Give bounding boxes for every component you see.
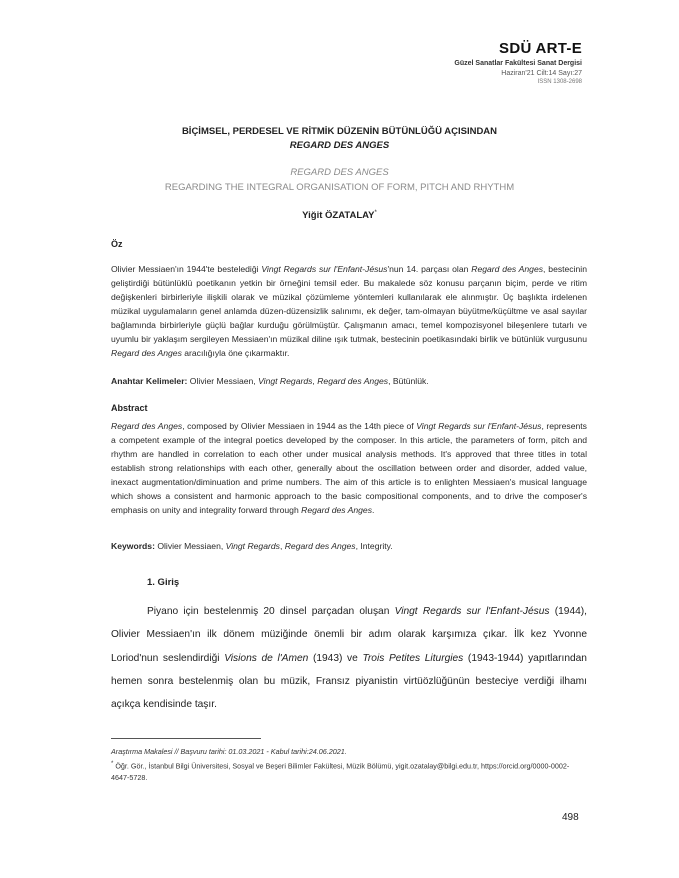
abstract-heading: Abstract: [111, 403, 148, 413]
keywords-tr-italic: Vingt Regards: [258, 376, 313, 386]
keywords-en-text: Olivier Messiaen,: [154, 541, 226, 551]
keywords-en-text: , Integrity.: [355, 541, 393, 551]
footnote-affiliation: [111, 759, 587, 783]
journal-issn: ISSN 1308-2698: [537, 79, 582, 85]
section-text: (1944), Olivier Messiaen'ın ilk dönem müziğinde önemli bir adım olarak karşımıza çıkar. İlk kez Yvonne Loriod'nun seslendirdiği: [111, 606, 588, 664]
abstract-text: , composed by Olivier Messiaen in 1944 as the 14th piece of: [182, 421, 417, 431]
section-title: 1. Giriş: [147, 577, 180, 588]
title-en-line2: REGARDING THE INTEGRAL ORGANISATION OF FORM, PITCH AND RHYTHM: [164, 182, 515, 193]
section-text: (1943) ve: [308, 652, 363, 664]
title-en-line1: REGARD DES ANGES: [290, 167, 389, 178]
section-text: (1943-1944) yapıtlarından hemen sonra bestelenmiş olan bu müzik, Fransız piyanistin virtüözlüğünün besteciye verdiği ilhamı açıkça kendisinde taşır.: [111, 652, 587, 711]
author: [0, 210, 679, 221]
abstract-text: , represents a competent example of the integral poetics developed by the composer. In this article, the parameters of form, pitch and rhythm are handled in correlation to each other under musical analysis methods. It's approved that three titles in total establish strong relationships with each other, generally about the oscillation between order and disorder, added value, inexact augmentation/diminuation and prime numbers. The aim of this article is to enlighten Messiaen's musical language which shows a consistent and harmonic approach to the basic compositional components, and to drive the composer's emphasis on unity and integrality forward through: [111, 421, 587, 515]
keywords-tr-label: Anahtar Kelimeler:: [111, 376, 188, 386]
section-text: Piyano için bestelenmiş 20 dinsel parçadan oluşan: [147, 606, 395, 617]
abstract-text: .: [372, 505, 375, 515]
keywords-tr: [111, 374, 587, 388]
oz-text: aracılığıyla öne çıkarmaktır.: [181, 348, 290, 358]
author-footnote-mark: *: [374, 210, 377, 216]
keywords-tr-italic: Regard des Anges: [317, 376, 389, 386]
oz-paragraph: [111, 262, 587, 360]
section-italic-title: Trois Petites Liturgies: [362, 652, 464, 664]
oz-text: Olivier Messiaen'ın 1944'te bestelediği: [111, 264, 262, 274]
oz-heading: Öz: [111, 239, 123, 249]
oz-italic-title: Regard des Anges: [111, 348, 182, 358]
keywords-tr-text: , Bütünlük.: [388, 376, 429, 386]
journal-subtitle: Güzel Sanatlar Fakültesi Sanat Dergisi: [454, 60, 582, 67]
abstract-italic-title: Regard des Anges: [111, 421, 183, 431]
keywords-tr-text: Olivier Messiaen,: [187, 376, 259, 386]
keywords-en-italic: Vingt Regards: [225, 541, 280, 551]
section-italic-title: Visions de l'Amen: [224, 652, 309, 664]
oz-text: , bestecinin geliştirdiği bütünlüklü poetikanın yetkin bir örneğini temsil eder. Bu makalede söz konusu parçanın biçim, perde ve ritim değişkenleri birbirleriyle ilişkili olarak ve müzikal çözümleme yöntemleri kullanılarak ele alınmıştır. Üç başlıkta irdelenen müzikal uygulamaların genel anlamda düzen-düzensizlik salınımı, ek değer, tam-olmayan büyütme/küçültme ve asal sayılar bağlamında birbirleriyle güçlü bağlar kurduğu görülmüştür. Çalışmanın amacı, temel kompozisyonel bileşenlere tutarlı ve uyumlu bir yaklaşım sergileyen Messiaen'ın müzikal diline ışık tutmak, bestecinin poetikasındaki birlik ve bütünlük vurgusunu: [111, 264, 587, 344]
keywords-en-text: ,: [279, 541, 285, 551]
journal-header: [454, 40, 582, 85]
footnote-divider: [111, 738, 261, 739]
keywords-tr-text: ,: [312, 376, 318, 386]
journal-issue: Haziran'21 Cilt:14 Sayı:27: [501, 70, 582, 77]
title-tr-line2: REGARD DES ANGES: [289, 140, 390, 151]
oz-italic-title: Regard des Anges: [471, 264, 544, 274]
abstract-italic-title: Regard des Anges: [301, 505, 372, 515]
journal-name: SDÜ ART-E: [499, 40, 582, 57]
keywords-en: [111, 539, 587, 553]
author-name: Yiğit ÖZATALAY: [302, 210, 375, 222]
section-paragraph: [111, 600, 587, 716]
abstract-italic-title: Vingt Regards sur l'Enfant-Jésus: [416, 421, 542, 431]
footnote-affiliation-text: Öğr. Gör., İstanbul Bilgi Üniversitesi, Sosyal ve Beşeri Bilimler Fakültesi, Müzik Bölümü, yigit.ozatalay@bilgi.edu.tr, https://orcid.org/0000-0002-4647-5728.: [111, 761, 570, 782]
abstract-paragraph: [111, 419, 587, 517]
title-tr-line1: BİÇİMSEL, PERDESEL VE RİTMİK DÜZENİN BÜTÜNLÜĞÜ AÇISINDAN: [181, 126, 498, 137]
oz-italic-title: Vingt Regards sur l'Enfant-Jésus: [261, 264, 388, 274]
oz-text: 'nun 14. parçası olan: [387, 264, 472, 274]
footnote-dates: Araştırma Makalesi // Başvuru tarihi: 01.03.2021 - Kabul tarihi:24.06.2021.: [111, 747, 347, 756]
keywords-en-italic: Regard des Anges: [284, 541, 356, 551]
footnote-mark: *: [111, 761, 114, 767]
keywords-en-label: Keywords:: [111, 541, 155, 551]
page-number: 498: [562, 812, 579, 823]
section-italic-title: Vingt Regards sur l'Enfant-Jésus: [394, 606, 550, 617]
